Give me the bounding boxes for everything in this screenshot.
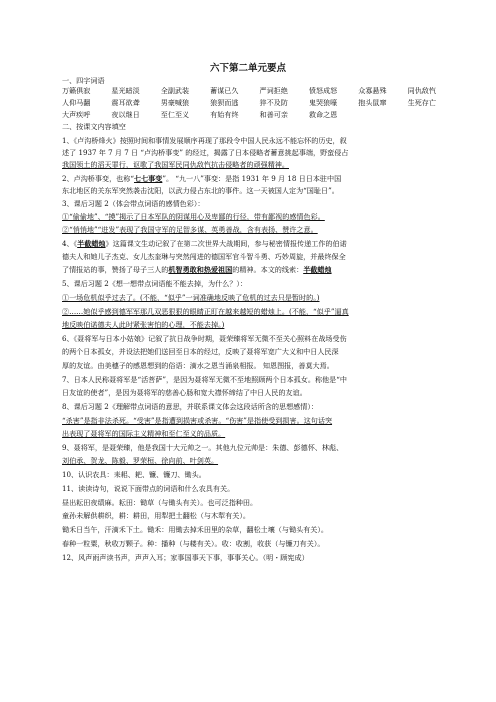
idiom: 猝不及防 (259, 98, 288, 107)
idiom: 严词拒绝 (259, 86, 288, 95)
text-line: 1、《卢沟桥烽火》按照时间和事情发展顺序再现了那段令中国人民永远不能忘怀的历史，叙 (62, 136, 347, 145)
text-line: 我国领土的滔天罪行，讴歌了我国军民同仇敌忾抗击侵略者的顽强精神。 (62, 160, 289, 169)
text-line: 厚的友谊。由美穗子的感恩想到的俗语：滴水之恩当涌泉相报。 知恩图报，善莫大焉。 (62, 361, 334, 370)
text-line: 日友谊的使者”，是因为聂将军的慈善心肠和宽大襟怀缔结了中日人民的友谊。 (62, 388, 307, 397)
text-line: 8、课后习题 2《理解带点词语的意思，并联系课文体会这段话所含的思想感情）： (62, 402, 319, 411)
idiom: 同仇敌忾 (407, 86, 436, 95)
idiom: 人仰马翻 (62, 98, 91, 107)
idiom: 众寡悬殊 (358, 86, 387, 95)
section-heading-1: 一、四字词语 (62, 76, 105, 85)
text-line: 昼出耘田夜绩麻。耘田：锄草（与锄头有关）。也可泛指种田。 (62, 498, 258, 507)
idiom: 大声疾呼 (62, 110, 91, 119)
idiom: 蓄谋已久 (210, 86, 239, 95)
text-line: 3、课后习题 2（体会带点词语的感情色彩）： (62, 199, 205, 208)
text-line: 2、卢沟桥事变，也称“七七事变”。 “九一八”事变：是指 1931 年 9 月 18 日日本驻中国 (62, 174, 342, 183)
idiom: 万籁俱寂 (62, 86, 91, 95)
text-line: 的两个日本孤女，并设法把她们送回至日本的经过，反映了聂将军宽广大义和中日人民深 (62, 347, 339, 356)
text-line: 述了 1937 年 7 月 7 日 “卢沟桥事变” 的经过，揭露了日本侵略者蓄意挑起事端，野蛮侵占 (62, 148, 349, 157)
text-line: 东北地区的关东军突然袭击沈阳，以武力侵占东北的事件。这一天被国人定为“国耻日”。 (62, 186, 339, 195)
text-line: 地反映伯诺德夫人此时紧张害怕的心理，不能去掉。) (62, 320, 225, 329)
emphasis-phrase: 半截蜡烛 (77, 239, 106, 248)
idiom: 星光暗淡 (111, 86, 140, 95)
idiom: 有始有终 (210, 110, 239, 119)
text-line: 童孙未解供耕织，耕：耕田，用犁把土翻松（与木犁有关）。 (62, 511, 250, 520)
text-line: 4、《半截蜡烛》这篇课文生动记叙了在第二次世界大战期间，参与秘密情报传递工作的伯诺 (62, 239, 347, 248)
text-line: 6、《聂将军与日本小姑娘》记叙了抗日战争时期，聂荣臻将军无微不至关心照料在战场受伤 (62, 334, 347, 343)
text-line: 11、读读诗句，说说下面带点的词语和什么农具有关。 (62, 484, 235, 493)
idiom: 至仁至义 (160, 110, 190, 119)
text-line: 刘伯承、贺龙、陈毅、罗荣桓、徐向前、叶剑英。 (62, 456, 219, 465)
text-line: 春种一粒粟，秋收万颗子。种：播种（与耧有关）。收：收割，收获（与镰刀有关）。 (62, 539, 325, 548)
text-line: ②“悄悄地”“进发”表现了我国守军的足智多谋、英勇善战，含有表扬、赞许之意。 (62, 225, 318, 234)
text-line: “杀害”是指非法杀死。“受害”是指遭到损害或杀害。“伤害”是指使受到损害。这句话突 (62, 416, 333, 425)
text-line: 了情报站的事，赞扬了母子三人的机智勇敢和热爱祖国的精神。本文的线索：半截蜡烛 (62, 265, 332, 274)
text-line: 9、聂将军，是聂荣臻，他是我国十大元帅之一。其他九位元帅是：朱德、彭德怀、林彪、 (62, 443, 344, 452)
text-line: 12、风声雨声读书声，声声入耳；家事国事天下事，事事关心。（明・顾宪成） (62, 553, 309, 562)
idiom-row-1 (62, 86, 457, 95)
page-title: 六下第二单元要点 (209, 63, 286, 74)
section-heading-2: 二、按课文内容填空 (62, 122, 126, 131)
text-line: 10、认识农具：耒耜、耙、镰、镰刀、锄头。 (62, 470, 206, 479)
text-line: 出表现了聂将军的国际主义精神和至仁至义的品质。 (62, 429, 226, 438)
emphasis-phrase: 机智勇敢和热爱祖国 (168, 265, 233, 274)
text-line: 德夫人和她儿子杰克、女儿杰奎琳与突然闯进的德国军官斗智斗勇、巧妙周旋，并最终保全 (62, 252, 346, 261)
text-line: ①一场危机似乎过去了。(不能，“似乎”一词准确地反映了危机的过去只是暂时的。) (62, 293, 320, 302)
idiom: 男豪喊狼 (160, 98, 190, 107)
idiom: 和善可亲 (259, 110, 288, 119)
idiom: 震耳欲聋 (111, 98, 140, 107)
idiom: 抱头鼠窜 (358, 98, 387, 107)
idiom: 全副武装 (160, 86, 190, 95)
idiom: 救命之恩 (308, 110, 338, 119)
emphasis-phrase: 七七事变 (133, 174, 163, 183)
idiom: 愤怒成怒 (308, 86, 338, 95)
idiom: 鬼哭狼嚎 (308, 98, 338, 107)
idiom: 夜以继日 (111, 110, 140, 119)
idiom: 生死存亡 (407, 98, 436, 107)
text-line: ①“偷偷地”、“摸”揭示了日本军队的阴谋用心及卑鄙的行径，带有鄙视的感情色彩。 (62, 212, 325, 221)
idiom-row-3 (62, 110, 457, 119)
text-line: ②……她似乎感到德军军那几双恶狠狠的眼睛正盯在越来越短的蜡烛上。(不能，“似乎”逼真 (62, 307, 349, 316)
text-line: 锄禾日当午，汗滴禾下土。锄禾：用锄去掉禾田里的杂草，翻松土壤（与锄头有关）。 (62, 525, 329, 534)
text-line: 7、日本人民称聂将军是“活菩萨”，是因为聂将军无微不至地照顾两个日本孤女。称他是“中 (62, 375, 347, 384)
text-line: 5、课后习题 2《想一想带点词语能不能去掉，为什么？）： (62, 279, 248, 288)
idiom-row-2 (62, 98, 457, 107)
emphasis-phrase: 半截蜡烛 (303, 265, 332, 274)
idiom: 狼狈而逃 (210, 98, 239, 107)
